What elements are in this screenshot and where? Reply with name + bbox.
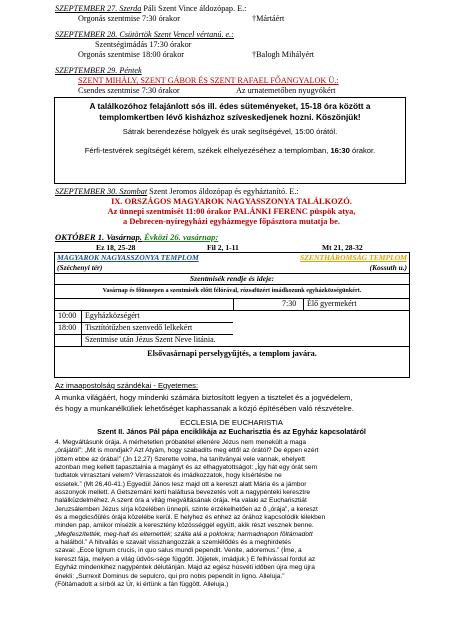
row-text: Egyházközségért [85,311,140,320]
row-text: Szentmise után Jézus Szent Neve litánia. [85,335,216,344]
reading-3: Mt 21, 28-32 [322,243,363,252]
article-line: és a megdicsőülés órája közelébe kerül. E helyhez és ehhez az órához kapcsolódik lélekben [55,514,326,522]
divider [55,284,409,285]
reading-1: Ez 18, 25-28 [96,243,136,252]
schedule-table [54,252,410,378]
article-title2: Szent II. János Pál pápa enciklikája az Eucharisztia és az Egyház kapcsolatáról [97,427,366,436]
divider [55,346,409,347]
sept30-line3: a Debrecen-nyíregyházi egyházmegye főpásztora mutatja be. [123,217,340,226]
notice-line2: Sátrak berendezése hölgyek és urak segítségével, 15:00 órától. [122,127,338,136]
notice-line3-time: 16:30 [330,146,350,155]
article-line: (Föltámadott a sírból az Úr, ki értünk a fán függött. Alleluja.) [55,580,229,588]
article-body [55,439,408,589]
notice-bold-text: A találkozóhoz felajánlott sós ill. édes süteményeket, 15-18 óra között a templomkertben lévő kisházhoz szíveskedjenek hozni. Köszönjük! [89,101,371,122]
oct1-sunday: Évközi 26. vasárnap: [141,232,219,242]
article-line: minden pap, amikor misézik a keresztény közösséggel együtt, akik részt vesznek benne. [55,522,314,530]
sept30-heading [55,187,299,197]
article-line: jöttem ebbe az órába!” (Jn 12,27) Szerette volna, ha tanítványai vele vannak, ehelyett [55,455,305,463]
sept28-adoration: Szentségimádás 17:30 órakor [95,40,192,49]
left-church-address: (Széchenyi tér) [57,263,103,272]
article-line: „órájától”: „Mit is mondjak? Azt Atyám, hogy szabadíts meg ettől az órától? De éppen ezért [55,447,319,455]
notice-line3-a: Férfi-testvérek segítségét kérem, székek elhelyezéséhez a templomban, [84,146,331,155]
right-mass-time: 7:30 [282,299,297,308]
sept28-heading: SZEPTEMBER 28. Csütörtök Szent Vencel vértanú. e.: [55,30,234,39]
row-time: 10:00 [58,311,77,320]
sept27-saint: Páli Szent Vince áldozópap. E.: [141,4,247,13]
sept29-intention: Az urnatemetőben nyugvókért [236,86,336,95]
notice-line3-b: órakor. [349,146,376,155]
article-line: „Megfeszítették, meg-halt és eltemették; szálla alá a poklokra; harmadnapon föltámadott [55,530,313,538]
sept28-mass: Orgonás szentmise 18:00 órakor [78,50,185,59]
sept27-date: SZEPTEMBER 27. Szerda [55,4,142,13]
article-line: a halálból.” A hitvallás e szavait visszhangozzák a szemlélődés és a meghirdetés [55,539,292,547]
sept30-date: SZEPTEMBER 30. Szombat [55,187,148,196]
prayer-line1: A munka világáért, hogy mindenki számára biztosított legyen a tisztelet és a jogvédelem, [55,393,353,402]
oct1-date: OKTÓBER 1. Vasárnap. [55,232,142,242]
divider [233,310,409,311]
sept29-mass: Csendes szentmise 7:30 órakor [78,86,180,95]
article-line: essetek.” (Mt 26,40-41.) Egyedül János lesz majd ott a kereszt alatt Mária és a jámbor [55,480,307,488]
collection-note: Elsővasárnapi perselygyűjtés, a templom javára. [147,349,317,358]
article-line: szavai: „Ecce lignum crucis, in quo salus mundi pependit. Venite, adoremus.” (Íme, a [55,547,302,555]
article-line: asszonyok mellett. A Getszemáni kerti haláltusa bevezetés volt a nagypénteki keresztre [55,489,311,497]
article-line: Jeruzsálemben Jézus sírja közelében ünnepli, szinte érzékelhetően az ő „órája”, a kereszt [55,505,318,513]
right-church-name: SZENTHÁROMSÁG TEMPLOM [300,253,407,262]
sept27-intention: †Mártáért [252,14,285,23]
mass-order-title: Szentmisék rendje és ideje: [189,274,275,283]
sept29-feast: SZENT MIHÁLY, SZENT GÁBOR ÉS SZENT RAFAEL FŐANGYALOK Ü.: [78,76,339,85]
article-line: halálküzdelméhez. A szent óra a világ megváltásának órája. Ha valaki az Eucharisztiát [55,497,307,505]
prayer-title: Az imaapostolság szándékai - Egyetemes: [55,381,199,390]
sept28-intention: †Balogh Mihályért [252,50,315,59]
sept29-heading: SZEPTEMBER 29. Péntek [55,66,142,75]
notice-box [54,97,406,184]
right-church-address: (Kossuth u.) [369,263,407,272]
sept30-line2: Az ünnepi szentmisét 11:00 órakor PALÁNKI FERENC püspök atya, [107,207,356,216]
left-church-name: MAGYAROK NAGYASSZONYA TEMPLOM [57,253,199,262]
oct1-heading [55,232,218,242]
article-line: azonban meg kellett tapasztalnia a magányt és az elhagyatottságot: „Így hát egy órát sem [55,464,318,472]
article-title1: ECCLESIA DE EUCHARISTIA [180,418,283,427]
sept30-saint: Szent Jeromos áldozópap és egyháztanító. E.: [147,187,299,196]
divider [81,310,82,346]
right-mass-cell [233,298,409,310]
divider [303,298,304,310]
article-line: kereszt fája, melyen a világ üdvös-sége függött. Jöjjetek, imádjuk.) E felhívással fordul az [55,555,316,563]
article-line: 4. Megváltásunk órája. A mérhetetlen próbatétel ellenére Jézus nem menekült a maga [55,439,307,446]
article-line: Egyház mindenkihez nagypéntek délutánján. Majd az egész húsvéti időben újra meg újra [55,564,315,572]
sept27-mass: Orgonás szentmise 7:30 órakor [78,14,180,23]
right-mass-intention: Élő gyermekért [307,299,357,308]
article-line: tudtatok virrasztani velem? Virrasszatok és imádkozzatok, hogy kísértésbe ne [55,472,282,480]
row-text: Tisztítótűzben szenvedő lelkekért [85,323,193,332]
notice-line3 [55,146,405,156]
rosary-note: Vasárnap és főünnepen a szentmisék előtt félórával, rózsafüzért imádkozunk egyházközségünkért. [102,287,362,294]
row-time: 18:00 [58,323,77,332]
sept27-heading [55,4,246,14]
article-line: énekli: „Surrexit Dominus de sepulcro, qui pro nobis pependit in ligno. Alleluja.” [55,572,285,580]
reading-2: Fil 2, 1-11 [207,243,239,252]
sept30-title: IX. ORSZÁGOS MAGYAROK NAGYASSZONYA TALÁLKOZÓ. [111,197,352,206]
prayer-line2: és hogy a munkanélküliek lehetőséget kaphassanak a közjó építésében való részvételre. [55,404,354,413]
